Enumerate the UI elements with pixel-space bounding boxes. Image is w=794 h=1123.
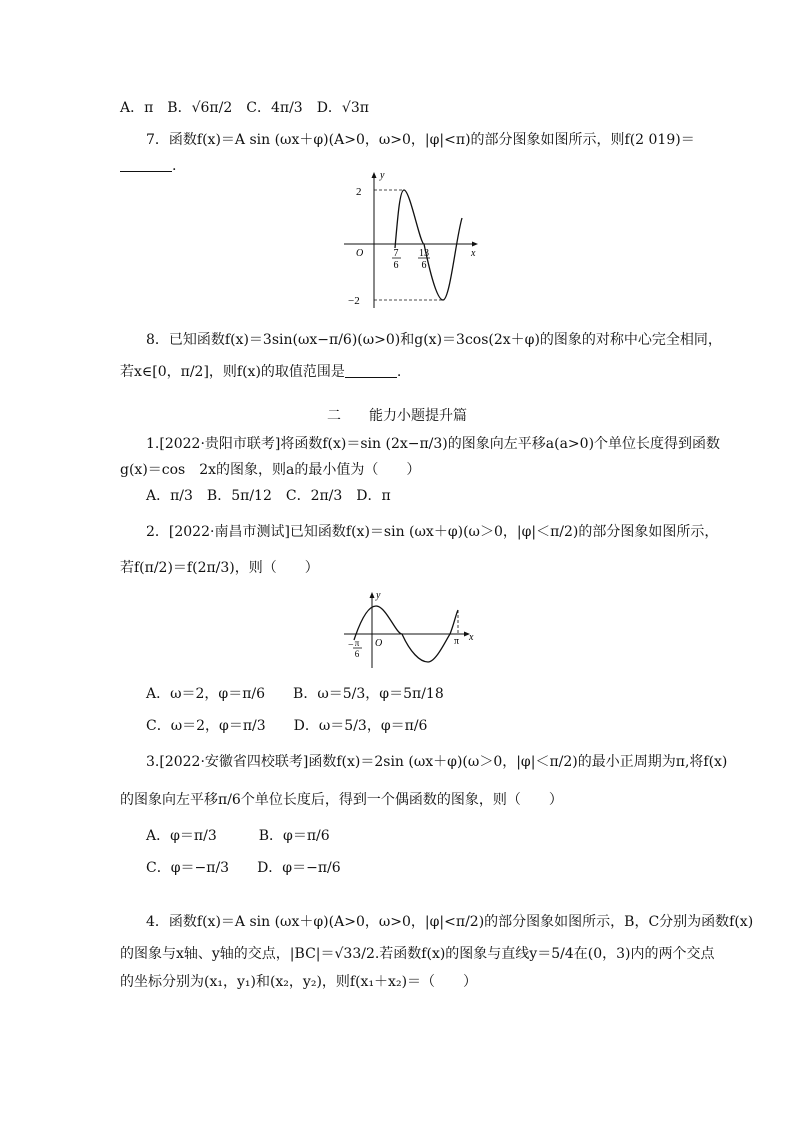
section-title: 二 能力小题提升篇 (327, 408, 467, 424)
graph-p2 (340, 588, 480, 670)
line-p2-optionsCD: C．ω＝2，φ＝π/3 D．ω＝5/3，φ＝π/6 (146, 718, 428, 734)
y-arrow (370, 592, 375, 598)
y-bottom-label: −2 (348, 295, 360, 307)
line-p4c: 的坐标分别为(x₁，y₁)和(x₂，y₂)，则f(x₁＋x₂)＝（ ） (120, 974, 478, 990)
y-axis-label: y (380, 170, 385, 181)
y-axis-label: y (376, 590, 381, 601)
line-p1-options: A．π/3 B．5π/12 C．2π/3 D．π (146, 488, 391, 504)
line-p2: 2．[2022·南昌市测试]已知函数f(x)＝sin (ωx＋φ)(ω＞0，|φ|＜π/2)的部分图象如图所示， (146, 524, 719, 540)
line-q6-options: A．π B．√6π/2 C．4π/3 D．√3π (120, 100, 369, 116)
line-p4: 4．函数f(x)＝A sin (ωx＋φ)(A>0，ω>0，|φ|<π/2)的部分图象如图所示，B，C分别为函数f(x) (146, 914, 754, 930)
answer-blank[interactable] (120, 157, 172, 172)
line-p1b: g(x)＝cos 2x的图象，则a的最小值为（ ） (120, 462, 421, 478)
line-p2b: 若f(π/2)＝f(2π/3)，则（ ） (120, 560, 319, 576)
tick2-num: 13 (419, 248, 429, 259)
line-q7: 7．函数f(x)＝A sin (ωx＋φ)(A>0，ω>0，|φ|<π)的部分图象如图所示，则f(2 019)＝ (146, 132, 695, 148)
line-p3-optionsCD: C．φ＝−π/3 D．φ＝−π/6 (146, 860, 341, 876)
line-q7-blank: . (120, 156, 680, 176)
x-axis-label: x (469, 632, 474, 643)
line-p1: 1.[2022·贵阳市联考]将函数f(x)＝sin (2x−π/3)的图象向左平移a(a>0)个单位长度得到函数 (146, 436, 721, 452)
neg-den: 6 (354, 649, 360, 659)
origin-label: O (356, 248, 364, 259)
x-arrow (472, 242, 478, 247)
curve-q7 (395, 190, 462, 300)
graph-q7 (340, 168, 490, 310)
origin-label: O (375, 638, 383, 649)
neg-sign: − (348, 640, 354, 651)
neg-num: π (354, 638, 360, 648)
x-axis-label: x (471, 248, 476, 259)
line-p4b: 的图象与x轴、y轴的交点，|BC|＝√33/2.若函数f(x)的图象与直线y＝5/4在(0，3)内的两个交点 (120, 946, 715, 962)
y-top-label: 2 (356, 186, 362, 198)
tick2-den: 6 (421, 260, 427, 271)
line-p2-optionsAB: A．ω＝2，φ＝π/6 B．ω＝5/3，φ＝5π/18 (146, 686, 444, 702)
line-q8-range: 若x∈[0，π/2]，则f(x)的取值范围是 . (120, 364, 402, 380)
tick1-num: 7 (393, 248, 399, 259)
line-p3-optionsAB: A．φ＝π/3 B．φ＝π/6 (146, 828, 330, 844)
line-q8: 8．已知函数f(x)＝3sin(ωx−π/6)(ω>0)和g(x)＝3cos(2x＋φ)的图象的对称中心完全相同， (146, 332, 722, 348)
pi-label: π (454, 636, 460, 647)
y-arrow (372, 172, 377, 178)
line-p3: 3.[2022·安徽省四校联考]函数f(x)＝2sin (ωx＋φ)(ω＞0，|φ|＜π/2)的最小正周期为π,将f(x) (146, 754, 728, 770)
tick1-den: 6 (393, 260, 399, 271)
line-p3b: 的图象向左平移π/6个单位长度后，得到一个偶函数的图象，则（ ） (120, 792, 563, 808)
answer-blank[interactable] (345, 363, 397, 378)
